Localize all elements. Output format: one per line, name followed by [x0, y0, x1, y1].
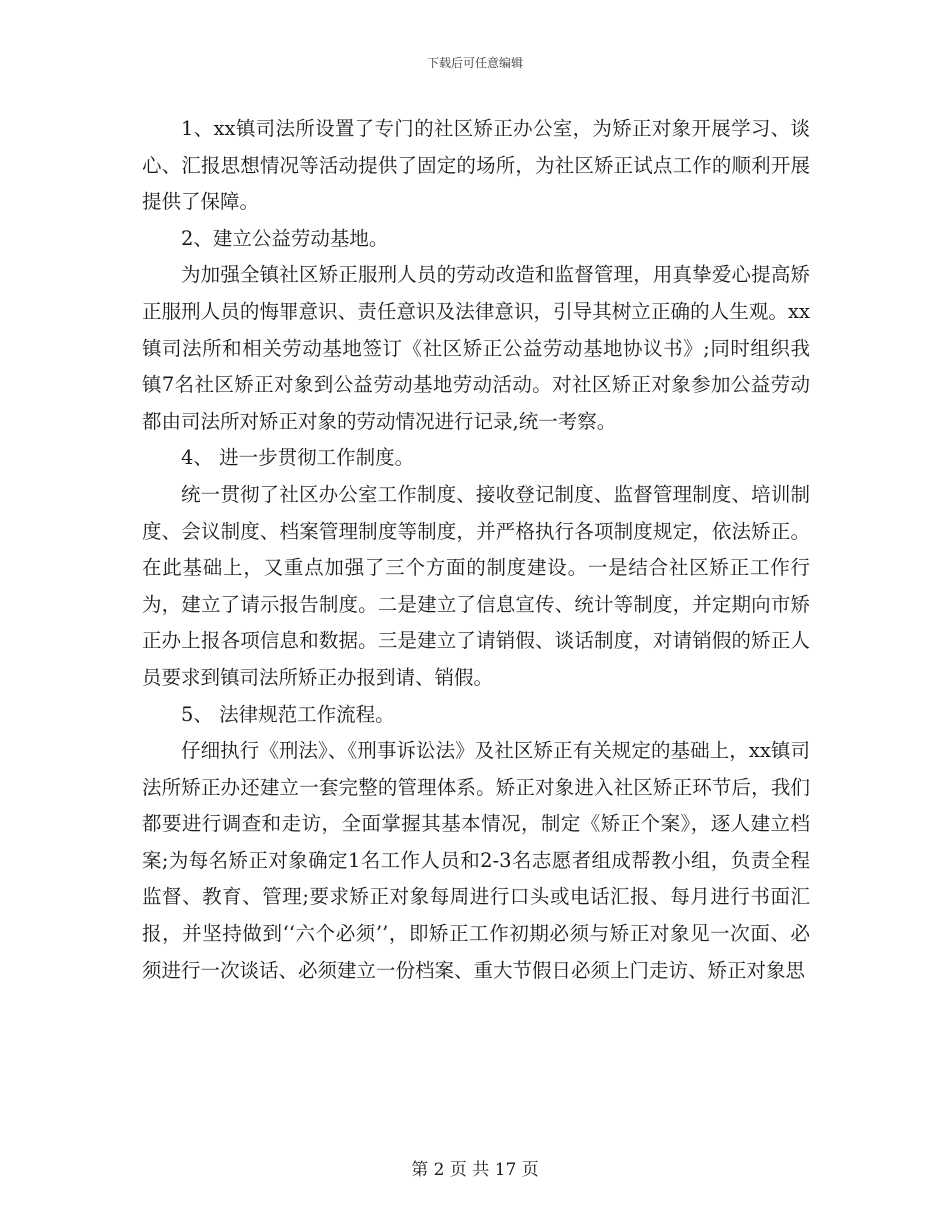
page-footer: 第 2 页 共 17 页 [411, 1160, 539, 1180]
heading-2: 2、建立公益劳动基地。 [181, 226, 389, 250]
paragraph-1: 1、xx镇司法所设置了专门的社区矫正办公室，为矫正对象开展学习、谈心、汇报思想情况等活动提供了固定的场所，为社区矫正试点工作的顺利开展提供了保障。 [142, 117, 810, 214]
document-body [142, 111, 810, 989]
heading-4: 4、 进一步贯彻工作制度。 [181, 446, 415, 470]
paragraph-2: 为加强全镇社区矫正服刑人员的劳动改造和监督管理，用真挚爱心提高矫正服刑人员的悔罪意识、责任意识及法律意识，引导其树立正确的人生观。xx镇司法所和相关劳动基地签订《社区矫正公益劳动基地协议书》;同时组织我镇7名社区矫正对象到公益劳动基地劳动活动。对社区矫正对象参加公益劳动都由司法所对矫正对象的劳动情况进行记录,统一考察。 [142, 263, 810, 433]
page-header: 下载后可任意编辑 [426, 56, 523, 70]
paragraph-5: 仔细执行《刑法》、《刑事诉讼法》及社区矫正有关规定的基础上，xx镇司法所矫正办还建立一套完整的管理体系。矫正对象进入社区矫正环节后，我们都要进行调查和走访，全面掌握其基本情况，制定《矫正个案》，逐人建立档案;为每名矫正对象确定1名工作人员和2-3名志愿者组成帮教小组，负责全程监督、教育、管理;要求矫正对象每周进行口头或电话汇报、每月进行书面汇报，并坚持做到‘‘六个必须’’，即矫正工作初期必须与矫正对象见一次面、必须进行一次谈话、必须建立一份档案、重大节假日必须上门走访、矫正对象思 [142, 739, 810, 982]
heading-5: 5、 法律规范工作流程。 [181, 702, 395, 726]
paragraph-4: 统一贯彻了社区办公室工作制度、接收登记制度、监督管理制度、培训制度、会议制度、档案管理制度等制度，并严格执行各项制度规定，依法矫正。在此基础上，又重点加强了三个方面的制度建设。一是结合社区矫正工作行为，建立了请示报告制度。二是建立了信息宣传、统计等制度，并定期向市矫正办上报各项信息和数据。三是建立了请销假、谈话制度，对请销假的矫正人员要求到镇司法所矫正办报到请、销假。 [142, 482, 810, 689]
